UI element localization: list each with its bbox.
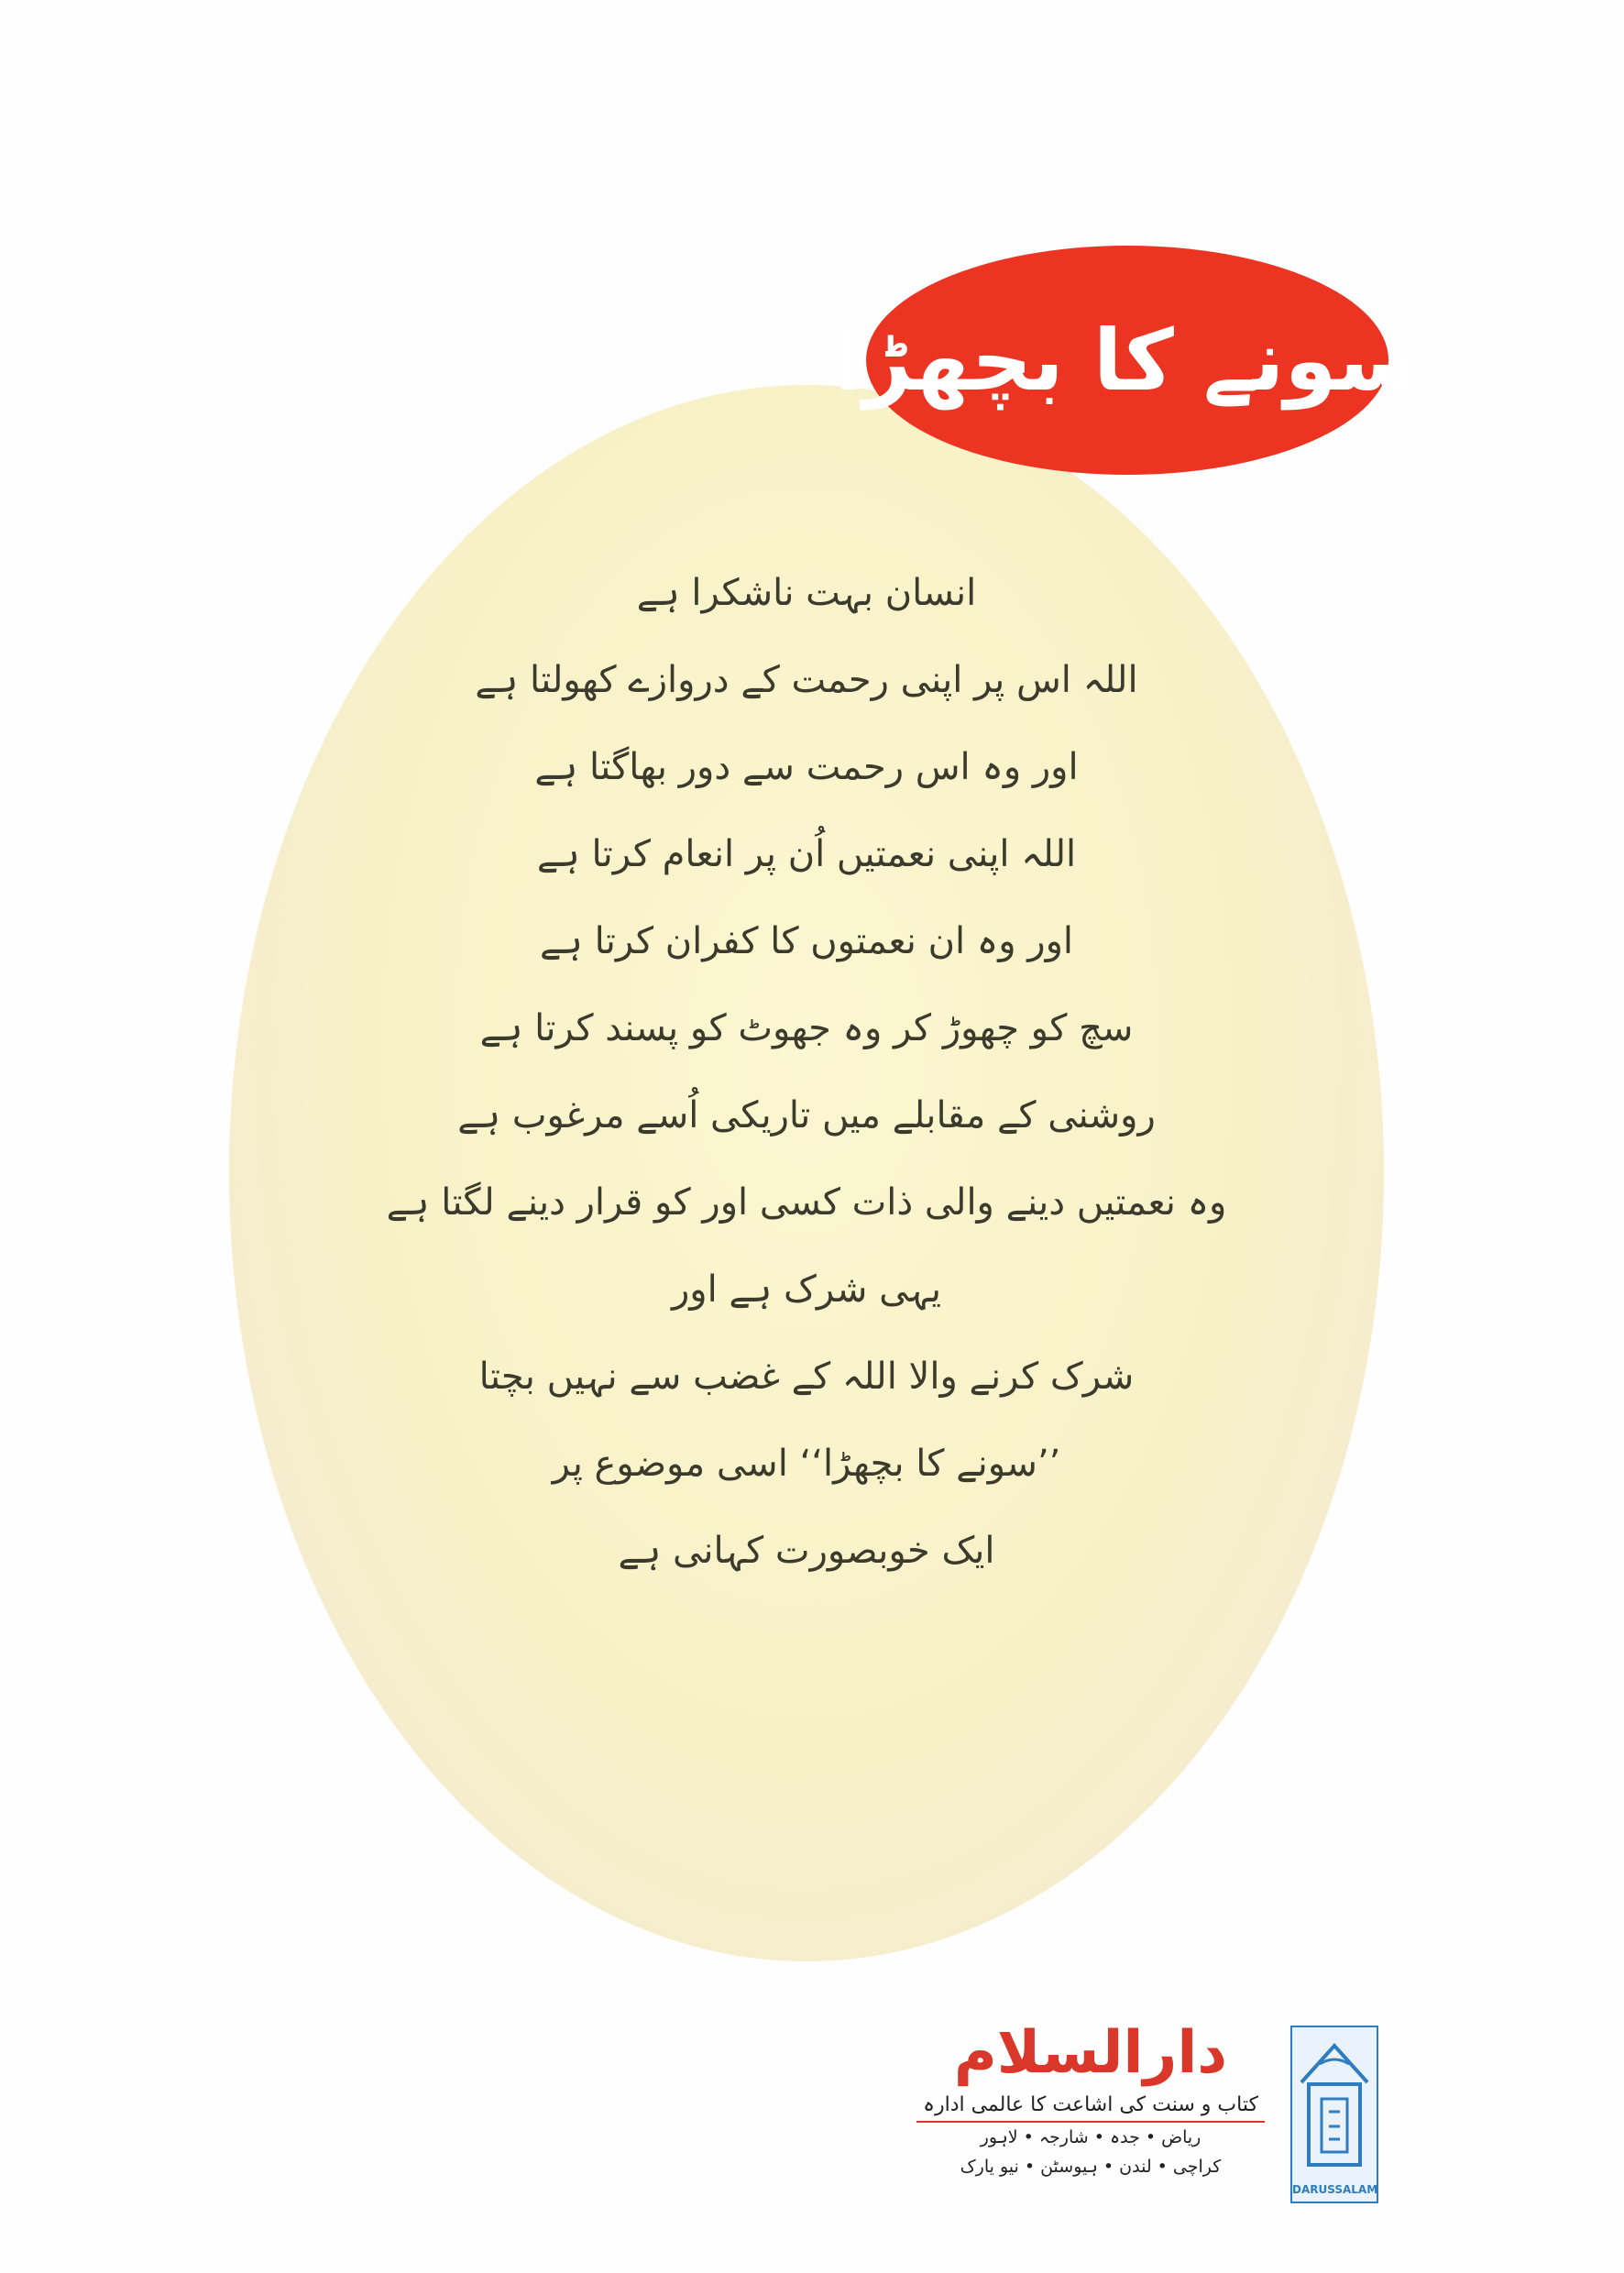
poem-line: ’’سونے کا بچھڑا‘‘ اسی موضوع پر: [552, 1443, 1061, 1485]
emblem-label: DARUSSALAM: [1292, 2183, 1378, 2196]
poem-line: وہ نعمتیں دینے والی ذات کسی اور کو قرار دینے لگتا ہے: [386, 1181, 1227, 1224]
publisher-tagline: کتاب و سنت کی اشاعت کا عالمی ادارہ: [916, 2090, 1265, 2123]
publisher-cities: کراچی • لندن • ہیوسٹن • نیو یارک: [960, 2157, 1222, 2177]
darussalam-emblem-icon: [1290, 2026, 1378, 2203]
publisher-logo: [898, 2016, 1283, 2218]
publisher-cities: ریاض • جدہ • شارجہ • لاہور: [980, 2127, 1202, 2147]
publisher-name: دارالسلام: [953, 2019, 1228, 2087]
poem-text: [348, 550, 1265, 1595]
title-badge: [834, 246, 1421, 475]
poem-line: یہی شرک ہے اور: [671, 1268, 942, 1311]
book-title: سونے کا بچھڑا: [834, 311, 1421, 410]
poem-line: سچ کو چھوڑ کر وہ جھوٹ کو پسند کرتا ہے: [479, 1007, 1134, 1049]
emblem-graphic-icon: [1292, 2027, 1377, 2179]
poem-line: شرک کرنے والا اللہ کے غضب سے نہیں بچتا: [478, 1356, 1135, 1398]
poem-line: روشنی کے مقابلے میں تاریکی اُسے مرغوب ہے: [457, 1094, 1156, 1136]
poem-line: انسان بہت ناشکرا ہے: [636, 572, 977, 614]
poem-line: اور وہ اس رحمت سے دور بھاگتا ہے: [534, 746, 1079, 788]
poem-line: اللہ اس پر اپنی رحمت کے دروازے کھولتا ہے: [475, 659, 1138, 701]
poem-line: ایک خوبصورت کہانی ہے: [618, 1530, 995, 1572]
poem-line: اور وہ ان نعمتوں کا کفران کرتا ہے: [539, 920, 1074, 962]
poem-line: اللہ اپنی نعمتیں اُن پر انعام کرتا ہے: [536, 833, 1077, 875]
